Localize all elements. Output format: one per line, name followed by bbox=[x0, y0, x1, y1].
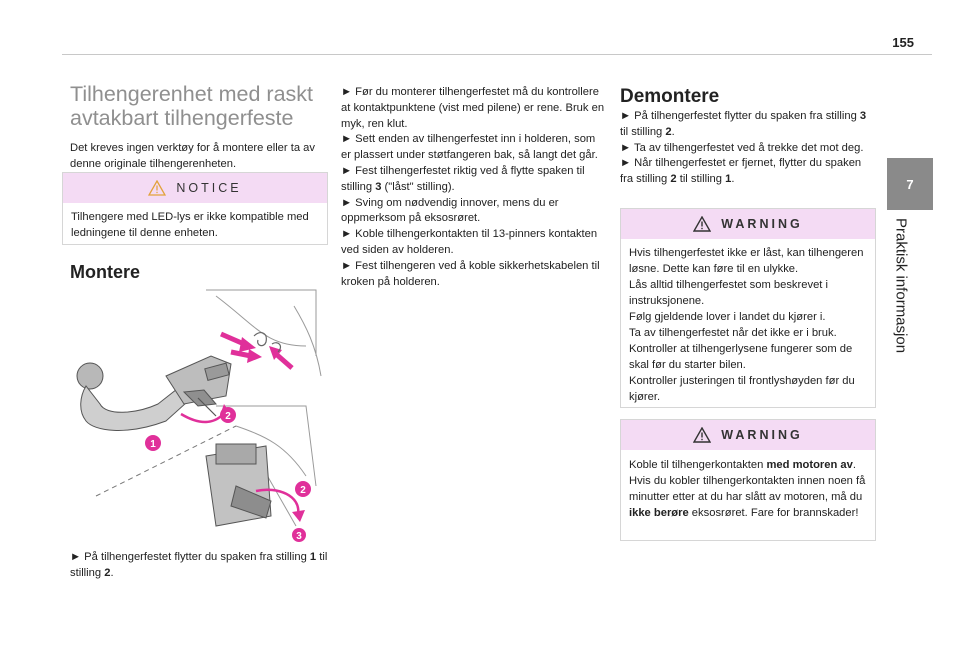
step-bold: 2 bbox=[670, 173, 677, 186]
header-rule bbox=[62, 54, 932, 55]
warning-line: Kontroller at tilhengerlysene fungerer som de skal før du starter bilen. bbox=[629, 343, 853, 371]
warning-bold: ikke berøre bbox=[629, 507, 689, 519]
tow-bar-illustration bbox=[66, 286, 328, 542]
caption-text: til stilling bbox=[70, 551, 328, 579]
step-bold: 2 bbox=[665, 125, 672, 138]
warning-line: Ta av tilhengerfestet når det ikke er i bruk. bbox=[629, 327, 837, 339]
intro-text: Det kreves ingen verktøy for å montere eller ta av denne originale tilhengerenheten. bbox=[70, 142, 315, 170]
warning-header bbox=[621, 209, 875, 239]
notice-text: Tilhengere med LED-lys er ikke kompatible med ledningene til denne enheten. bbox=[71, 211, 309, 239]
warning-heading: WARNING bbox=[721, 217, 803, 231]
marker-label: 2 bbox=[300, 485, 306, 496]
step: ► Fest tilhengeren ved å koble sikkerhetskabelen til kroken på holderen. bbox=[341, 259, 600, 288]
step-bold: 3 bbox=[859, 110, 867, 122]
montere-caption bbox=[70, 549, 330, 581]
warning-box-1 bbox=[620, 208, 876, 408]
page-number: 155 bbox=[892, 35, 914, 50]
step-text: . bbox=[731, 173, 735, 186]
warning-line: Kontroller justeringen til frontlyshøyden før du kjører. bbox=[629, 375, 855, 403]
step: ► Sett enden av tilhengerfestet inn i holderen, som er plassert under støtfangeren bak, så langt det går. bbox=[341, 133, 598, 162]
caption-bold: 2 bbox=[104, 567, 111, 579]
step-bold: 1 bbox=[725, 173, 732, 186]
caption-bold: 1 bbox=[309, 551, 317, 563]
step: ► Sving om nødvendig innover, mens du er oppmerksom på eksosrøret. bbox=[341, 196, 559, 225]
warning-line: Følg gjeldende lover i landet du kjører i. bbox=[629, 311, 826, 323]
demontere-steps bbox=[620, 109, 876, 188]
marker-label: 1 bbox=[150, 439, 156, 450]
chapter-label bbox=[887, 212, 933, 442]
warning-box-2 bbox=[620, 419, 876, 541]
marker-label: 3 bbox=[296, 531, 302, 542]
step-text: ► Når tilhengerfestet er fjernet, flytter du spaken fra stilling bbox=[620, 157, 862, 186]
warning-span: eksosrøret. Fare for brannskader! bbox=[688, 507, 859, 519]
chapter-label-text: Praktisk informasjon bbox=[892, 218, 910, 354]
section-heading-demontere: Demontere bbox=[620, 86, 720, 107]
step: ► Før du monterer tilhengerfestet må du kontrollere at kontaktpunktene (vist med pilene) er rene. Bruk en myk, ren klut. bbox=[341, 86, 605, 130]
warning-text bbox=[621, 239, 875, 413]
caption-text: . bbox=[110, 567, 114, 579]
warning-heading: WARNING bbox=[721, 428, 803, 442]
warning-text bbox=[621, 450, 875, 529]
step-text: ("låst" stilling). bbox=[381, 180, 455, 193]
chapter-tab[interactable] bbox=[887, 158, 933, 210]
section-heading-montere: Montere bbox=[70, 262, 141, 282]
montere-steps bbox=[341, 85, 605, 290]
step-text: ► På tilhengerfestet flytter du spaken fra stilling bbox=[620, 110, 860, 122]
caption-text: ► På tilhengerfestet flytter du spaken fra stilling bbox=[70, 551, 310, 563]
notice-heading: NOTICE bbox=[176, 181, 242, 195]
step-text: til stilling bbox=[676, 173, 726, 186]
notice-box bbox=[62, 172, 328, 245]
notice-header bbox=[63, 173, 327, 203]
warning-span: Koble til tilhengerkontakten bbox=[629, 459, 767, 471]
warning-bold: med motoren av bbox=[766, 459, 853, 471]
step-bold: 3 bbox=[375, 180, 382, 193]
warning-triangle-icon bbox=[693, 427, 711, 443]
step-text: ► Fest tilhengerfestet riktig ved å flytte spaken til stilling bbox=[341, 164, 585, 193]
marker-label: 2 bbox=[225, 411, 231, 422]
page-title: Tilhengerenhet med raskt avtakbart tilhengerfeste bbox=[70, 82, 313, 130]
step-text: . bbox=[671, 125, 675, 138]
step bbox=[620, 156, 876, 188]
step bbox=[620, 109, 876, 141]
warning-span: . Hvis du kobler tilhengerkontakten innen noen få minutter etter at du har slått av motoren, må du bbox=[629, 459, 866, 503]
warning-line: Hvis tilhengerfestet ikke er låst, kan tilhengeren løsne. Dette kan føre til en ulykke. bbox=[629, 247, 864, 275]
step: ► Koble tilhengerkontakten til 13-pinners kontakten ved siden av holderen. bbox=[341, 228, 598, 256]
chapter-number: 7 bbox=[906, 176, 914, 192]
step bbox=[341, 164, 605, 196]
step: ► Ta av tilhengerfestet ved å trekke det mot deg. bbox=[620, 141, 864, 154]
warning-triangle-icon bbox=[693, 216, 711, 232]
warning-header bbox=[621, 420, 875, 450]
step-text: til stilling bbox=[620, 125, 666, 138]
warning-triangle-icon bbox=[148, 180, 166, 196]
warning-line: Lås alltid tilhengerfestet som beskrevet i instruksjonene. bbox=[629, 279, 828, 307]
